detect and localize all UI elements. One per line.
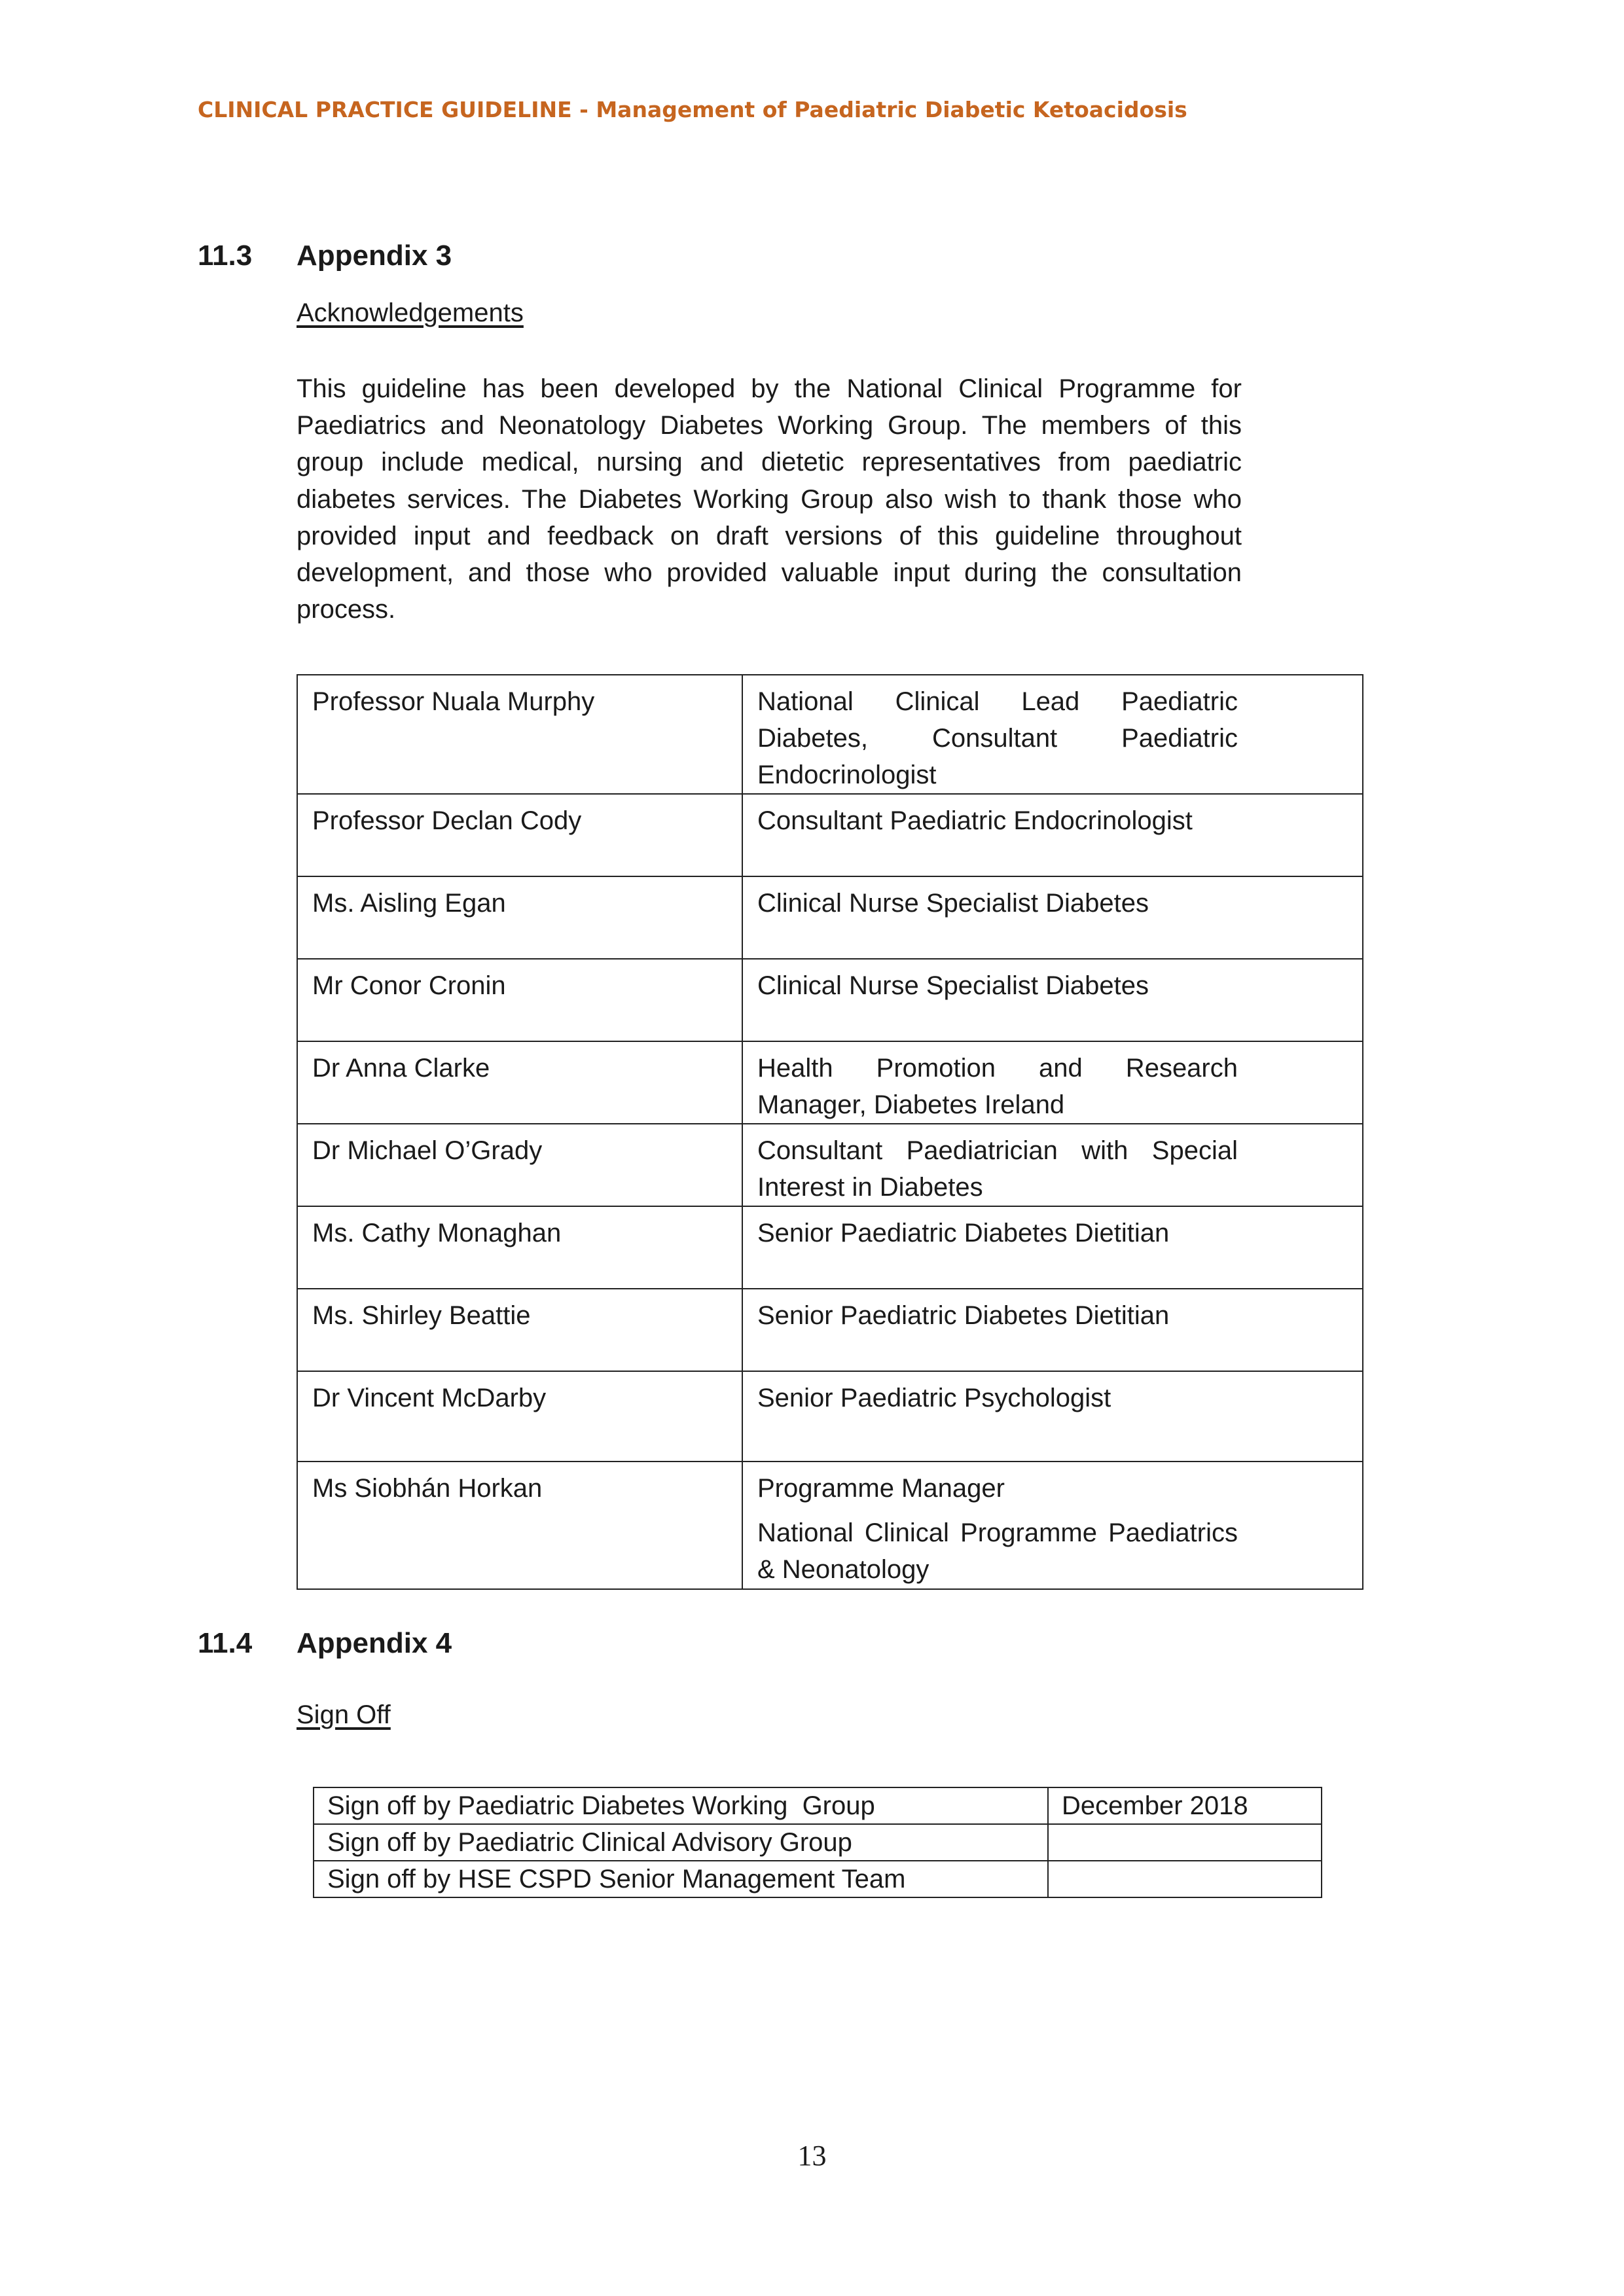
running-header <box>198 97 1187 122</box>
table-row <box>297 1289 1363 1371</box>
table-row <box>297 1462 1363 1589</box>
member-role: Senior Paediatric Diabetes Dietitian <box>742 1289 1363 1371</box>
table-row <box>297 1041 1363 1124</box>
table-row <box>297 675 1363 794</box>
sign-off-label: Sign off by HSE CSPD Senior Management Team <box>314 1861 1048 1897</box>
member-role: Senior Paediatric Diabetes Dietitian <box>742 1206 1363 1289</box>
sign-off-subheading: Sign Off <box>297 1700 391 1729</box>
page-number: 13 <box>797 2140 827 2172</box>
member-role: National Clinical Lead Paediatric Diabetes, Consultant Paediatric Endocrinologist <box>742 675 1363 794</box>
header-title-prefix: CLINICAL PRACTICE GUIDELINE <box>198 97 572 122</box>
section-number: 11.3 <box>198 240 253 272</box>
header-separator: - <box>571 97 596 122</box>
member-role: Consultant Paediatrician with Special Interest in Diabetes <box>742 1124 1363 1206</box>
member-role: Consultant Paediatric Endocrinologist <box>742 794 1363 876</box>
member-name: Mr Conor Cronin <box>297 959 742 1041</box>
section-title: Appendix 4 <box>297 1627 452 1659</box>
section-number: 11.4 <box>198 1627 253 1659</box>
table-row <box>297 1371 1363 1462</box>
table-row <box>297 959 1363 1041</box>
table-row <box>297 876 1363 959</box>
member-role: Programme Manager <box>757 1474 1005 1503</box>
member-role: Clinical Nurse Specialist Diabetes <box>742 876 1363 959</box>
member-role: Senior Paediatric Psychologist <box>742 1371 1363 1462</box>
member-name: Ms Siobhán Horkan <box>297 1462 742 1589</box>
member-name: Ms. Cathy Monaghan <box>297 1206 742 1289</box>
member-name: Dr Anna Clarke <box>297 1041 742 1124</box>
sign-off-date: December 2018 <box>1048 1787 1322 1824</box>
member-name: Dr Vincent McDarby <box>297 1371 742 1462</box>
sign-off-date <box>1048 1861 1322 1897</box>
member-name: Professor Declan Cody <box>297 794 742 876</box>
sign-off-label: Sign off by Paediatric Diabetes Working Group <box>314 1787 1048 1824</box>
header-title-suffix: Management of Paediatric Diabetic Ketoacidosis <box>596 97 1187 122</box>
sign-off-label: Sign off by Paediatric Clinical Advisory Group <box>314 1824 1048 1861</box>
sign-off-table <box>313 1787 1322 1898</box>
member-role: Clinical Nurse Specialist Diabetes <box>742 959 1363 1041</box>
table-row <box>314 1787 1322 1824</box>
table-row <box>314 1824 1322 1861</box>
sign-off-date <box>1048 1824 1322 1861</box>
member-name: Professor Nuala Murphy <box>297 675 742 794</box>
member-role-cell <box>742 1462 1363 1589</box>
member-role-detail: National Clinical Programme Paediatrics & Neonatology <box>757 1518 1238 1584</box>
member-name: Dr Michael O’Grady <box>297 1124 742 1206</box>
acknowledgements-paragraph: This guideline has been developed by the National Clinical Programme for Paediatrics and Neonatology Diabetes Working Group. The members of this group include medical, nursing and dietetic representatives from paediatric diabetes services. The Diabetes Working Group also wish to thank those who provided input and feedback on draft versions of this guideline throughout development, and those who provided valuable input during the consultation process. <box>297 374 1242 624</box>
acknowledgements-subheading: Acknowledgements <box>297 298 524 327</box>
table-row <box>297 1124 1363 1206</box>
acknowledgements-table <box>297 674 1363 1590</box>
member-role: Health Promotion and Research Manager, Diabetes Ireland <box>742 1041 1363 1124</box>
section-title: Appendix 3 <box>297 240 452 272</box>
member-name: Ms. Shirley Beattie <box>297 1289 742 1371</box>
member-name: Ms. Aisling Egan <box>297 876 742 959</box>
table-row <box>297 794 1363 876</box>
table-row <box>297 1206 1363 1289</box>
table-row <box>314 1861 1322 1897</box>
